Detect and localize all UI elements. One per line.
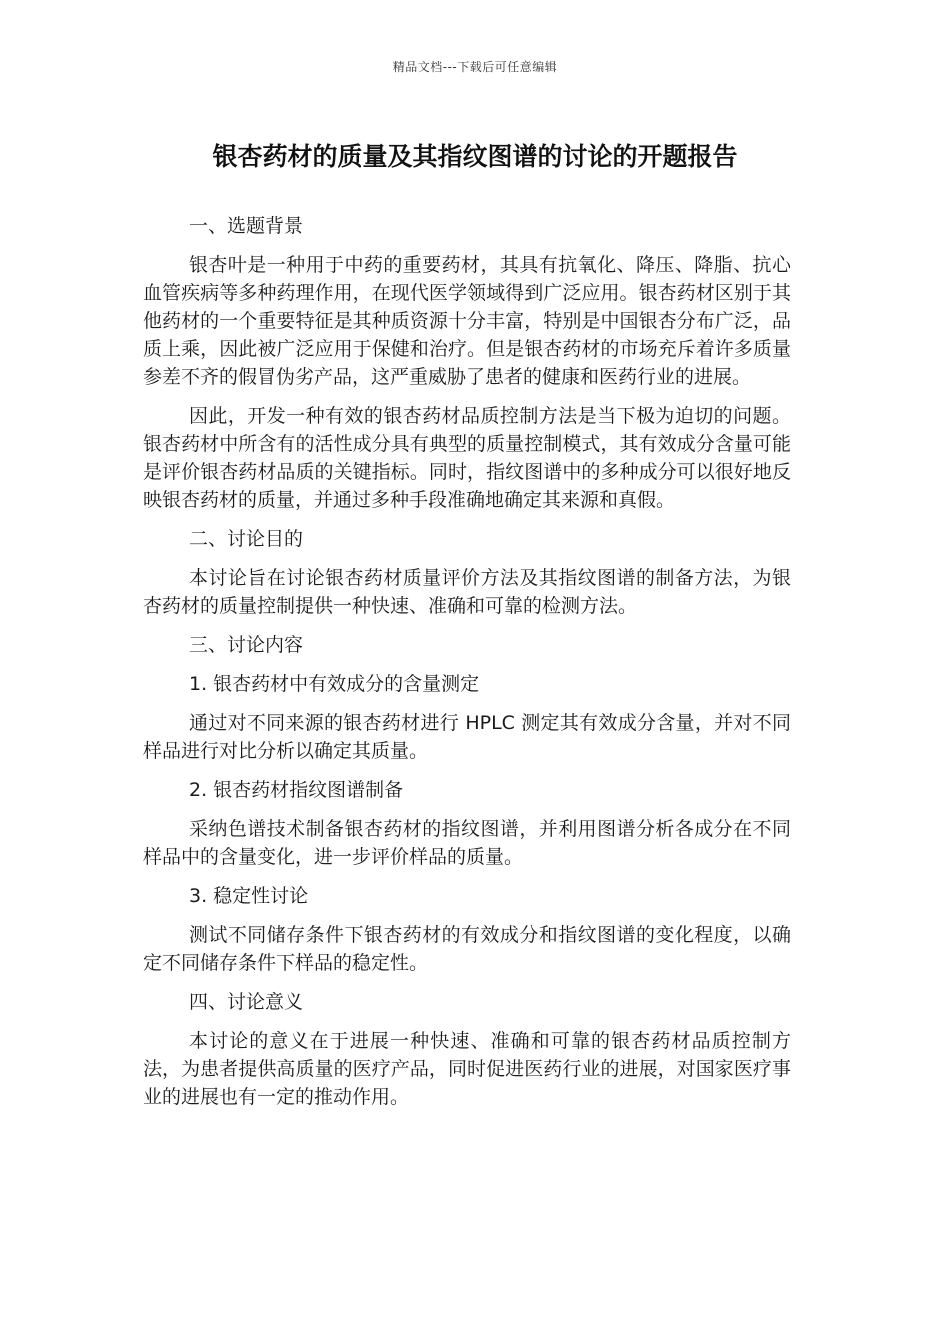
section-heading-purpose: 二、讨论目的 xyxy=(189,528,304,550)
section-heading-significance: 四、讨论意义 xyxy=(189,991,304,1013)
subheading-stability: 3. 稳定性讨论 xyxy=(189,885,309,907)
paragraph-background-1: 银杏叶是一种用于中药的重要药材，其具有抗氧化、降压、降脂、抗心血管疾病等多种药理作用，在现代医学领域得到广泛应用。银杏药材区别于其他药材的一个重要特征是其种质资源十分丰富，特别是中国银杏分布广泛，品质上乘，因此被广泛应用于保健和治疗。但是银杏药材的市场充斥着许多质量参差不齐的假冒伪劣产品，这严重威胁了患者的健康和医药行业的进展。 xyxy=(143,254,791,388)
paragraph-content-assay: 通过对不同来源的银杏药材进行 HPLC 测定其有效成分含量，并对不同样品进行对比分析以确定其质量。 xyxy=(143,712,791,762)
paragraph-background-2: 因此，开发一种有效的银杏药材品质控制方法是当下极为迫切的问题。银杏药材中所含有的活性成分具有典型的质量控制模式，其有效成分含量可能是评价银杏药材品质的关键指标。同时，指纹图谱中的多种成分可以很好地反映银杏药材的质量，并通过多种手段准确地确定其来源和真假。 xyxy=(143,405,791,511)
document-body xyxy=(143,212,791,1122)
paragraph-purpose: 本讨论旨在讨论银杏药材质量评价方法及其指纹图谱的制备方法，为银杏药材的质量控制提供一种快速、准确和可靠的检测方法。 xyxy=(143,567,791,617)
paragraph-fingerprint: 采纳色谱技术制备银杏药材的指纹图谱，并利用图谱分析各成分在不同样品中的含量变化，进一步评价样品的质量。 xyxy=(143,818,791,868)
subheading-content-assay: 1. 银杏药材中有效成分的含量测定 xyxy=(189,673,480,695)
paragraph-stability: 测试不同储存条件下银杏药材的有效成分和指纹图谱的变化程度，以确定不同储存条件下样品的稳定性。 xyxy=(143,924,791,974)
section-heading-content: 三、讨论内容 xyxy=(189,634,304,656)
section-heading-background: 一、选题背景 xyxy=(189,215,304,237)
paragraph-significance: 本讨论的意义在于进展一种快速、准确和可靠的银杏药材品质控制方法，为患者提供高质量的医疗产品，同时促进医药行业的进展，对国家医疗事业的进展也有一定的推动作用。 xyxy=(143,1030,791,1108)
subheading-fingerprint: 2. 银杏药材指纹图谱制备 xyxy=(189,779,404,801)
document-title: 银杏药材的质量及其指纹图谱的讨论的开题报告 xyxy=(212,142,738,171)
header-note: 精品文档---下载后可任意编辑 xyxy=(392,60,558,74)
